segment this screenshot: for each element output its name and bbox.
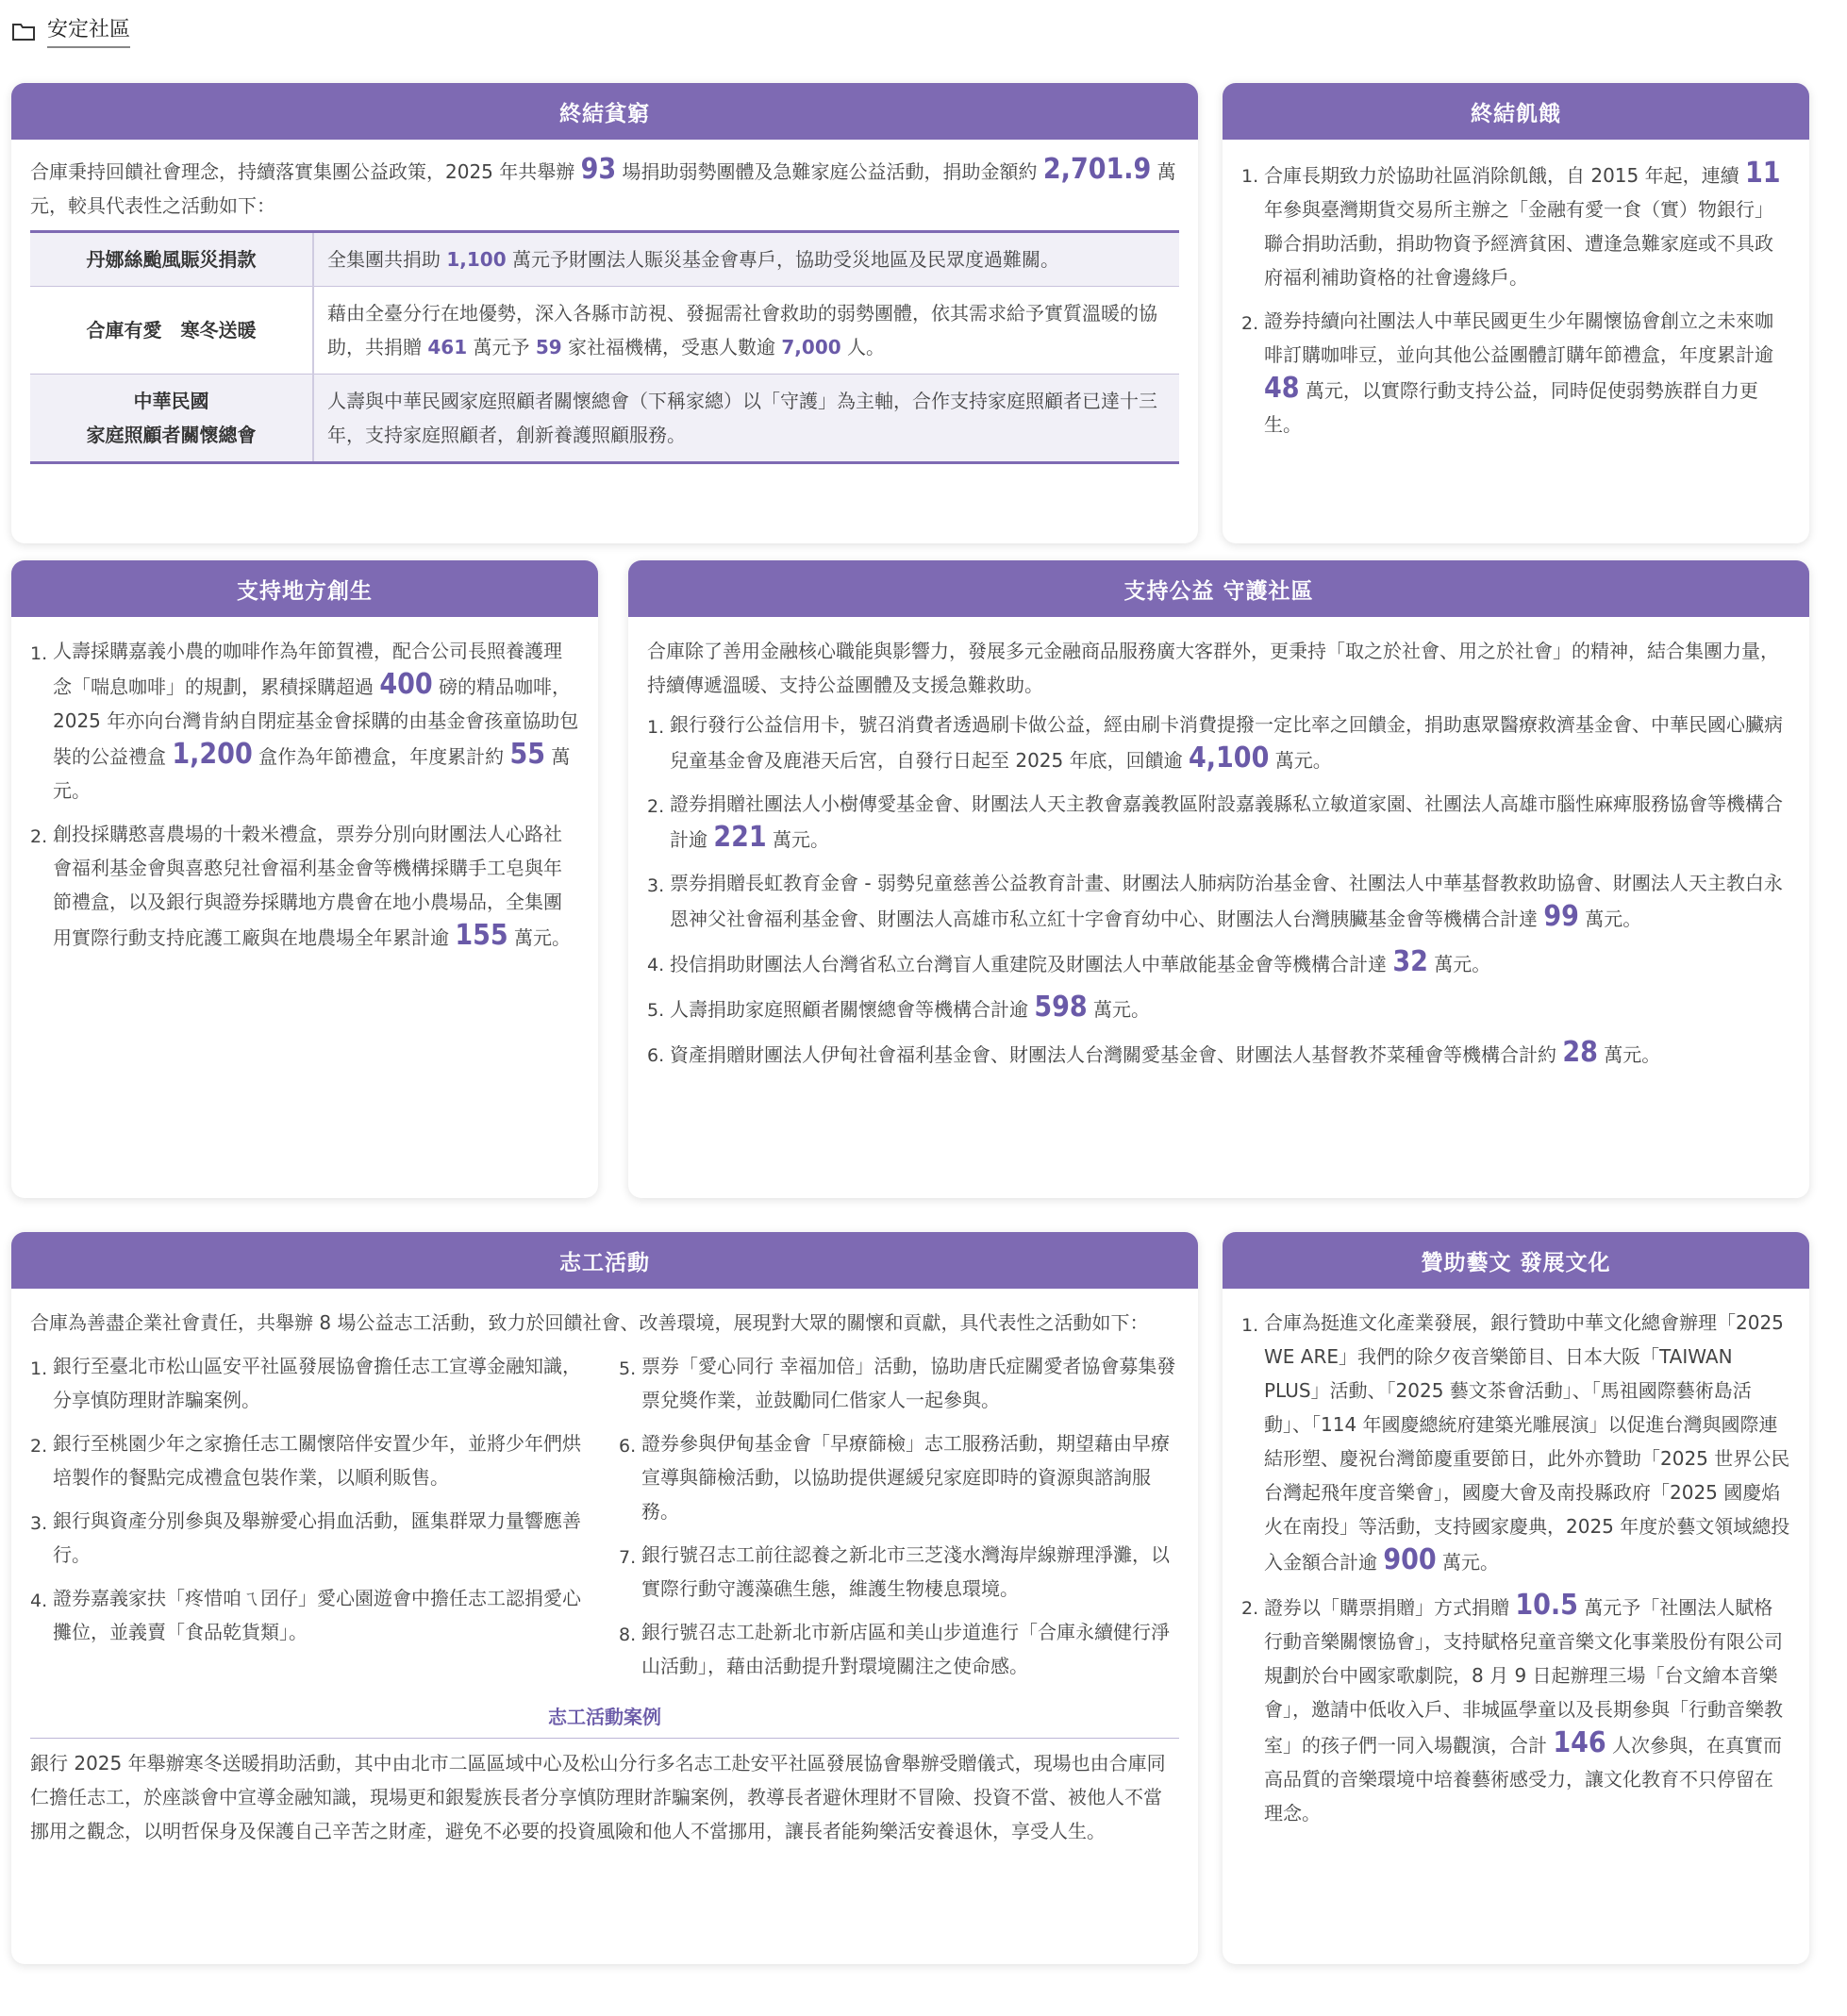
poverty-title: 終結貧窮 (11, 83, 1198, 140)
poverty-table (30, 230, 1179, 464)
row-label: 合庫有愛 寒冬送暖 (30, 287, 313, 375)
arts-card (1223, 1232, 1809, 1964)
breadcrumb-label: 安定社區 (47, 13, 130, 48)
breadcrumb[interactable] (11, 13, 130, 48)
local-title: 支持地方創生 (11, 560, 598, 617)
welfare-card (628, 560, 1809, 1198)
poverty-card (11, 83, 1198, 543)
list-item: 4. 證券嘉義家扶「疼惜咱ㄟ囝仔」愛心園遊會中擔任志工認捐愛心攤位，並義賣「食品乾貨類」。 (30, 1587, 581, 1643)
hunger-title: 終結飢餓 (1223, 83, 1809, 140)
volunteer-list-right (619, 1349, 1179, 1692)
list-item: 5. 票券「愛心同行 幸福加倍」活動，協助唐氏症關愛者協會募集發票兌獎作業，並鼓勵同仁偕家人一起參與。 (619, 1355, 1176, 1411)
welfare-intro: 合庫除了善用金融核心職能與影響力，發展多元金融商品服務廣大客群外，更秉持「取之於社會、用之於社會」的精神，結合集團力量，持續傳遞溫暖、支持公益團體及支援急難救助。 (647, 640, 1779, 696)
list-item: 1. 合庫為挺進文化產業發展，銀行贊助中華文化總會辦理「2025 WE ARE」我們的除夕夜音樂節目、日本大阪「TAIWAN PLUS」活動、「2025 藝文茶會活動」、「馬祖國際藝術島活動」、「114 年國慶總統府建築光雕展演」以促進台灣與國際連結形塑、慶祝台灣節慶重要節日，此外亦贊助「2025 世界公民 台灣起飛年度音樂會」，國慶大會及南投縣政府「2025 國慶焰火在南投」等活動，支持國家慶典，2025 年度於藝文領域總投入金額合計逾 900 萬元。 (1241, 1311, 1790, 1576)
row-text: 人壽與中華民國家庭照顧者關懷總會（下稱家總）以「守護」為主軸，合作支持家庭照顧者已達十三年，支持家庭照顧者，創新養護照顧服務。 (313, 375, 1179, 463)
row-label: 丹娜絲颱風賑災捐款 (30, 232, 313, 287)
list-item: 1. 人壽採購嘉義小農的咖啡作為年節賀禮，配合公司長照養護理念「喘息咖啡」的規劃，累積採購超過 400 磅的精品咖啡，2025 年亦向台灣肯納自閉症基金會採購的由基金會孩童協助包裝的公益禮盒 1,200 盒作為年節禮盒，年度累計約 55 萬元。 (30, 640, 579, 802)
table-row (30, 232, 1179, 287)
hunger-list (1241, 157, 1790, 442)
list-item: 2. 證券捐贈社團法人小樹傳愛基金會、財團法人天主教會嘉義教區附設嘉義縣私立敏道家園、社團法人高雄市腦性麻痺服務協會等機構合計逾 221 萬元。 (647, 792, 1783, 854)
list-item: 2. 證券持續向社團法人中華民國更生少年關懷協會創立之未來咖啡訂購咖啡豆，並向其他公益團體訂購年節禮盒，年度累計逾 48 萬元，以實際行動支持公益，同時促使弱勢族群自力更生。 (1241, 309, 1773, 436)
list-item: 2. 創投採購憨喜農場的十穀米禮盒，票券分別向財團法人心路社會福利基金會與喜憨兒社會福利基金會等機構採購手工皂與年節禮盒，以及銀行與證券採購地方農會在地小農場品，全集團用實際行動支持庇護工廠與在地農場全年累計逾 155 萬元。 (30, 823, 572, 952)
table-row (30, 375, 1179, 463)
table-row (30, 287, 1179, 375)
welfare-title: 支持公益 守護社區 (628, 560, 1809, 617)
folder-icon (11, 21, 36, 42)
poverty-intro: 合庫秉持回饋社會理念，持續落實集團公益政策，2025 年共舉辦 93 場捐助弱勢團體及急難家庭公益活動，捐助金額約 2,701.9 萬元，較具代表性之活動如下： (30, 153, 1176, 217)
list-item: 8. 銀行號召志工赴新北市新店區和美山步道進行「合庫永續健行淨山活動」，藉由活動提升對環境關注之使命感。 (619, 1621, 1170, 1677)
volunteer-title: 志工活動 (11, 1232, 1198, 1289)
volunteer-list-left (30, 1349, 591, 1692)
list-item: 7. 銀行號召志工前往認養之新北市三芝淺水灣海岸線辦理淨灘，以實際行動守護藻礁生態，維護生物棲息環境。 (619, 1543, 1170, 1600)
list-item: 1. 合庫長期致力於協助社區消除飢餓，自 2015 年起，連續 11 年參與臺灣期貨交易所主辦之「金融有愛一食（實）物銀行」聯合捐助活動，捐助物資予經濟貧困、遭逢急難家庭或不具政府福利補助資格的社會邊緣戶。 (1241, 157, 1781, 289)
list-item: 6. 證券參與伊甸基金會「早療篩檢」志工服務活動，期望藉由早療宣導與篩檢活動，以協助提供遲緩兒家庭即時的資源與諮詢服務。 (619, 1432, 1170, 1523)
arts-title: 贊助藝文 發展文化 (1223, 1232, 1809, 1289)
row-label: 中華民國 家庭照顧者關懷總會 (30, 375, 313, 463)
list-item: 5. 人壽捐助家庭照顧者關懷總會等機構合計逾 598 萬元。 (647, 991, 1151, 1024)
list-item: 1. 銀行至臺北市松山區安平社區發展協會擔任志工宣導金融知識，分享慎防理財詐騙案例。 (30, 1355, 581, 1411)
local-list (30, 634, 579, 955)
list-item: 2. 證券以「購票捐贈」方式捐贈 10.5 萬元予「社團法人賦格行動音樂關懷協會」，支持賦格兒童音樂文化事業股份有限公司規劃於台中國家歌劇院，8 月 9 日起辦理三場「台文繪本音樂會」，邀請中低收入戶、非城區學童以及長期參與「行動音樂教室」的孩子們一同入場觀演，合計 146 人次參與，在真實而高品質的音樂環境中培養藝術感受力，讓文化教育不只停留在理念。 (1241, 1589, 1783, 1824)
list-item: 3. 銀行與資產分別參與及舉辦愛心捐血活動，匯集群眾力量響應善行。 (30, 1509, 581, 1566)
arts-list (1241, 1306, 1790, 1830)
local-card (11, 560, 598, 1198)
case-title: 志工活動案例 (30, 1700, 1179, 1739)
case-text: 銀行 2025 年舉辦寒冬送暖捐助活動，其中由北市二區區域中心及松山分行多名志工赴安平社區發展協會舉辦受贈儀式，現場也由合庫同仁擔任志工，於座談會中宣導金融知識，現場更和銀髮族長者分享慎防理財詐騙案例，教導長者避休理財不冒險、投資不當、被他人不當挪用之觀念，以明哲保身及保護自己辛苦之財產，避免不必要的投資風險和他人不當挪用，讓長者能夠樂活安養退休，享受人生。 (30, 1752, 1166, 1842)
volunteer-card (11, 1232, 1198, 1964)
hunger-card (1223, 83, 1809, 543)
list-item: 1. 銀行發行公益信用卡，號召消費者透過刷卡做公益，經由刷卡消費提撥一定比率之回饋金，捐助惠眾醫療救濟基金會、中華民國心臟病兒童基金會及鹿港天后宮，自發行日起至 2025 年底，回饋逾 4,100 萬元。 (647, 713, 1783, 775)
list-item: 2. 銀行至桃園少年之家擔任志工關懷陪伴安置少年，並將少年們烘培製作的餐點完成禮盒包裝作業，以順利販售。 (30, 1432, 581, 1489)
list-item: 4. 投信捐助財團法人台灣省私立台灣盲人重建院及財團法人中華啟能基金會等機構合計達 32 萬元。 (647, 945, 1491, 978)
list-item: 6. 資產捐贈財團法人伊甸社會福利基金會、財團法人台灣關愛基金會、財團法人基督教芥菜種會等機構合計約 28 萬元。 (647, 1036, 1661, 1069)
welfare-list (647, 708, 1790, 1072)
row-text: 藉由全臺分行在地優勢，深入各縣市訪視、發掘需社會救助的弱勢團體，依其需求給予實質溫暖的協助，共捐贈 461 萬元予 59 家社福機構，受惠人數逾 7,000 人。 (313, 287, 1179, 375)
list-item: 3. 票券捐贈長虹教育金會 - 弱勢兒童慈善公益教育計畫、財團法人肺病防治基金會、社團法人中華基督教救助協會、財團法人天主教白永恩神父社會福利基金會、財團法人高雄市私立紅十字會育幼中心、財團法人台灣胰臟基金會等機構合計達 99 萬元。 (647, 872, 1783, 933)
volunteer-intro: 合庫為善盡企業社會責任，共舉辦 8 場公益志工活動，致力於回饋社會、改善環境，展現對大眾的關懷和貢獻，具代表性之活動如下： (30, 1311, 1149, 1334)
row-text: 全集團共捐助 1,100 萬元予財團法人賑災基金會專戶，協助受災地區及民眾度過難關。 (313, 232, 1179, 287)
